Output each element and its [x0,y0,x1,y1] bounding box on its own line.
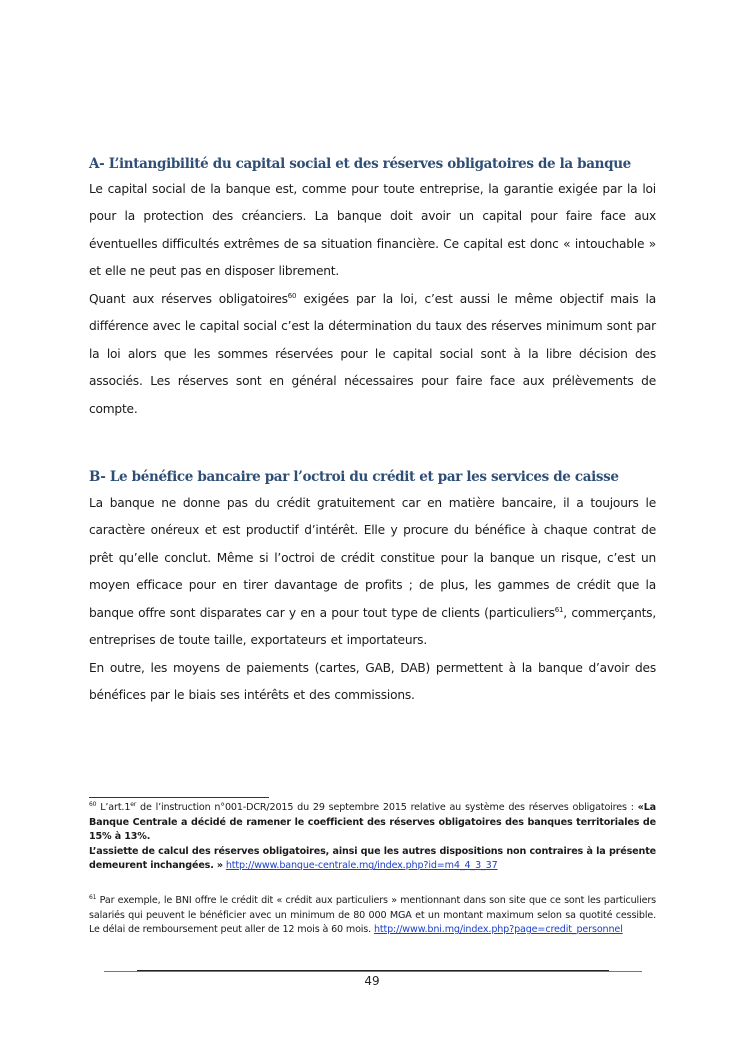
footnote-separator [89,797,269,798]
text-run: exigées par la loi, c’est aussi le même objectif mais la différence avec le capital social c’est la détermination du taux des réserves minimum sont par la loi alors que les sommes réservées pour le capital social sont à la libre décision des associés. Les réserves sont en général nécessaires pour faire face aux prélèvements de compte. [89,292,656,416]
text-run: Quant aux réserves obligatoires [89,292,288,306]
superscript-text: er [130,801,137,808]
text-run: de l’instruction n°001-DCR/2015 du 29 septembre 2015 relative au système des réserves obligatoires : [136,802,638,813]
section-b-heading: B- Le bénéfice bancaire par l’octroi du crédit et par les services de caisse [89,469,619,485]
bold-quote: «La Banque Centrale a décidé de ramener le coefficient des réserves obligatoires des banques territoriales de 15% à 13%. [89,802,657,843]
text-run: La banque ne donne pas du crédit gratuitement car en matière bancaire, il a toujours le caractère onéreux et est productif d’intérêt. Elle y procure du bénéfice à chaque contrat de prêt qu’elle conclut. Même si l’octroi de crédit constitue pour la banque un risque, c’est un moyen efficace pour en tirer davantage de profits ; de plus, les gammes de crédit que la banque offre sont disparates car y en a pour tout type de clients (particuliers [89,496,656,620]
page-number: 49 [364,974,380,988]
footnote-number: 61 [89,894,97,901]
section-a-paragraph-1: Le capital social de la banque est, comme pour toute entreprise, la garantie exigée par la loi pour la protection des créanciers. La banque doit avoir un capital pour faire face aux éventuelles difficultés extrêmes de sa situation financière. Ce capital est donc « intouchable » et elle ne peut pas en disposer librement. [89,182,656,279]
footnote-61-link[interactable]: http://www.bni.mg/index.php?page=credit_personnel [373,924,623,936]
bold-quote: L’assiette de calcul des réserves obligatoires, ainsi que les autres dispositions non contraires à la présente demeurent inchangées. » [89,845,656,872]
footnote-60 [89,801,656,874]
footnote-ref-61[interactable]: 61 [554,605,564,614]
text-run: L’art.1 [96,802,131,813]
section-b-paragraph-1 [89,490,656,654]
text-run: Par exemple, le BNI offre le crédit dit « crédit aux particuliers » mentionnant dans son site que ce sont les particuliers salariés qui peuvent le bénéficier avec un minimum de 80 000 MGA et un montant maximum selon sa quotité cessible. Le délai de remboursement peut aller de 12 mois à 60 mois. [89,895,656,936]
section-a-paragraph-2 [89,286,656,423]
footnote-ref-60[interactable]: 60 [287,292,297,300]
footnote-61 [89,894,656,938]
footnote-number: 60 [89,801,97,808]
section-b-paragraph-2: En outre, les moyens de paiements (cartes, GAB, DAB) permettent à la banque d’avoir des bénéfices par le biais ses intérêts et des commissions. [89,661,656,703]
footnote-60-link[interactable]: http://www.banque-centrale.mg/index.php?id=m4_4_3_37 [225,860,498,872]
section-a-heading: A- L’intangibilité du capital social et des réserves obligatoires de la banque [89,156,631,172]
page-footer-rule-accent [137,970,609,971]
page-footer-rule [104,971,642,972]
text-run: , commerçants, entreprises de toute taille, exportateurs et importateurs. [89,605,656,648]
